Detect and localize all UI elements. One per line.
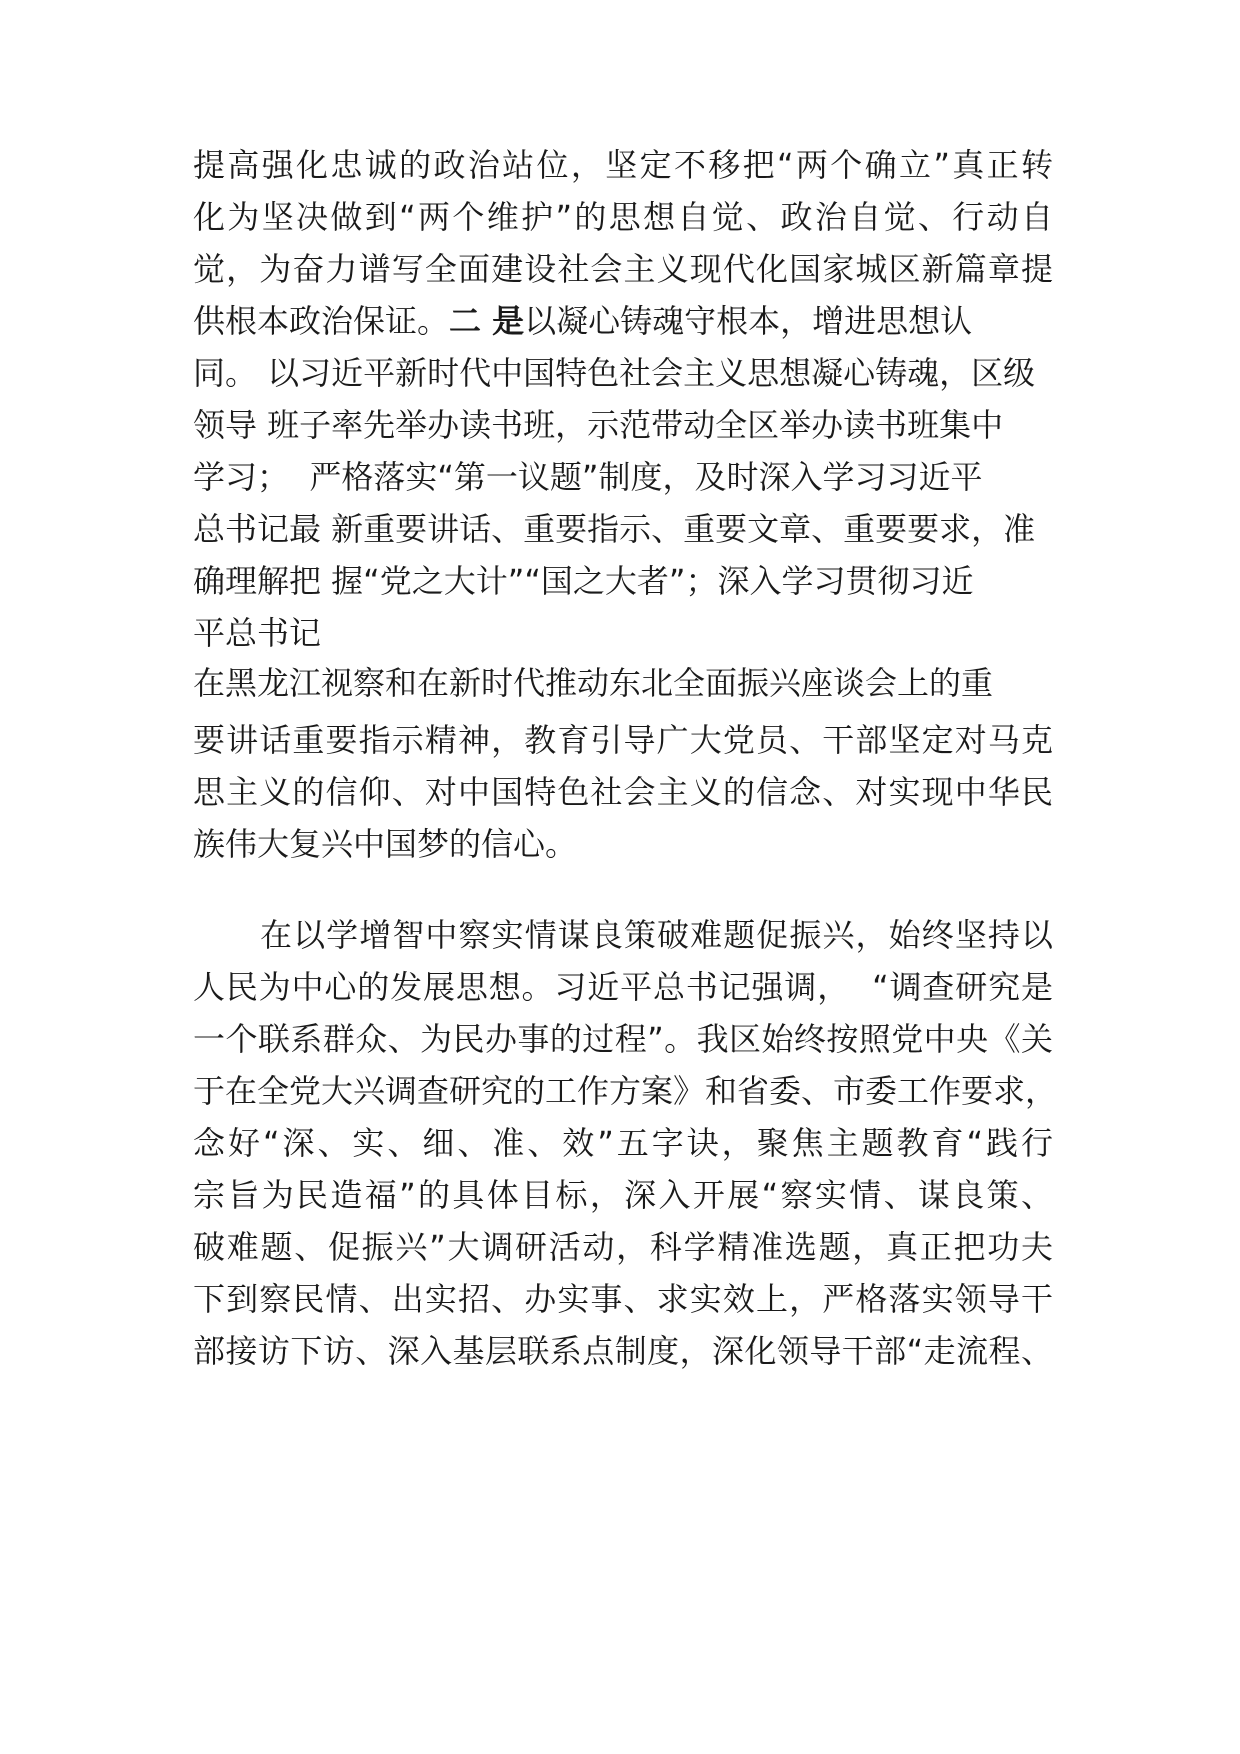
text-line: 领导 班子率先举办读书班，示范带动全区举办读书班集中	[193, 406, 1004, 444]
text-line: 破难题、促振兴”大调研活动，科学精准选题，真正把功夫	[193, 1228, 1053, 1266]
text-segment: 以凝心铸魂守根本，增进思想认	[524, 302, 973, 340]
text-line: 宗旨为民造福”的具体目标，深入开展“察实情、谋良策、	[193, 1176, 1053, 1214]
text-line: 提高强化忠诚的政治站位，坚定不移把“两个确立”真正转	[193, 146, 1053, 184]
text-line: 总书记最 新重要讲话、重要指示、重要文章、重要要求，准	[193, 510, 1036, 548]
text-line: 部接访下访、深入基层联系点制度，深化领导干部“走流程、	[193, 1332, 1053, 1370]
text-segment: 供根本政治保证。	[193, 302, 450, 340]
text-line: 人民为中心的发展思想。习近平总书记强调， “调查研究是	[193, 968, 1053, 1006]
text-line: 思主义的信仰、对中国特色社会主义的信念、对实现中华民	[193, 773, 1053, 811]
text-line: 化为坚决做到“两个维护”的思想自觉、政治自觉、行动自	[193, 198, 1053, 236]
text-line: 下到察民情、出实招、办实事、求实效上，严格落实领导干	[193, 1280, 1053, 1318]
text-line: 念好“深、实、细、准、效”五字诀，聚焦主题教育“践行	[193, 1124, 1053, 1162]
text-line: 在黑龙江视察和在新时代推动东北全面振兴座谈会上的重	[193, 664, 994, 702]
text-line: 族伟大复兴中国梦的信心。	[193, 825, 578, 863]
bold-heading-marker: 二 是	[449, 302, 525, 340]
text-line: 平总书记	[193, 614, 322, 652]
text-line: 同。 以习近平新时代中国特色社会主义思想凝心铸魂，区级	[193, 354, 1036, 392]
text-line: 于在全党大兴调查研究的工作方案》和省委、市委工作要求，	[193, 1072, 1058, 1110]
text-line: 学习； 严格落实“第一议题”制度，及时深入学习习近平	[193, 458, 983, 496]
text-line	[193, 301, 972, 341]
text-line: 觉，为奋力谱写全面建设社会主义现代化国家城区新篇章提	[193, 250, 1053, 288]
text-line: 确理解把 握“党之大计”“国之大者”；深入学习贯彻习近	[193, 562, 974, 600]
text-line: 一个联系群众、为民办事的过程”。我区始终按照党中央《关	[193, 1020, 1053, 1058]
paragraph-first-line: 在以学增智中察实情谋良策破难题促振兴，始终坚持以	[260, 916, 1053, 954]
text-line: 要讲话重要指示精神，教育引导广大党员、干部坚定对马克	[193, 721, 1053, 759]
